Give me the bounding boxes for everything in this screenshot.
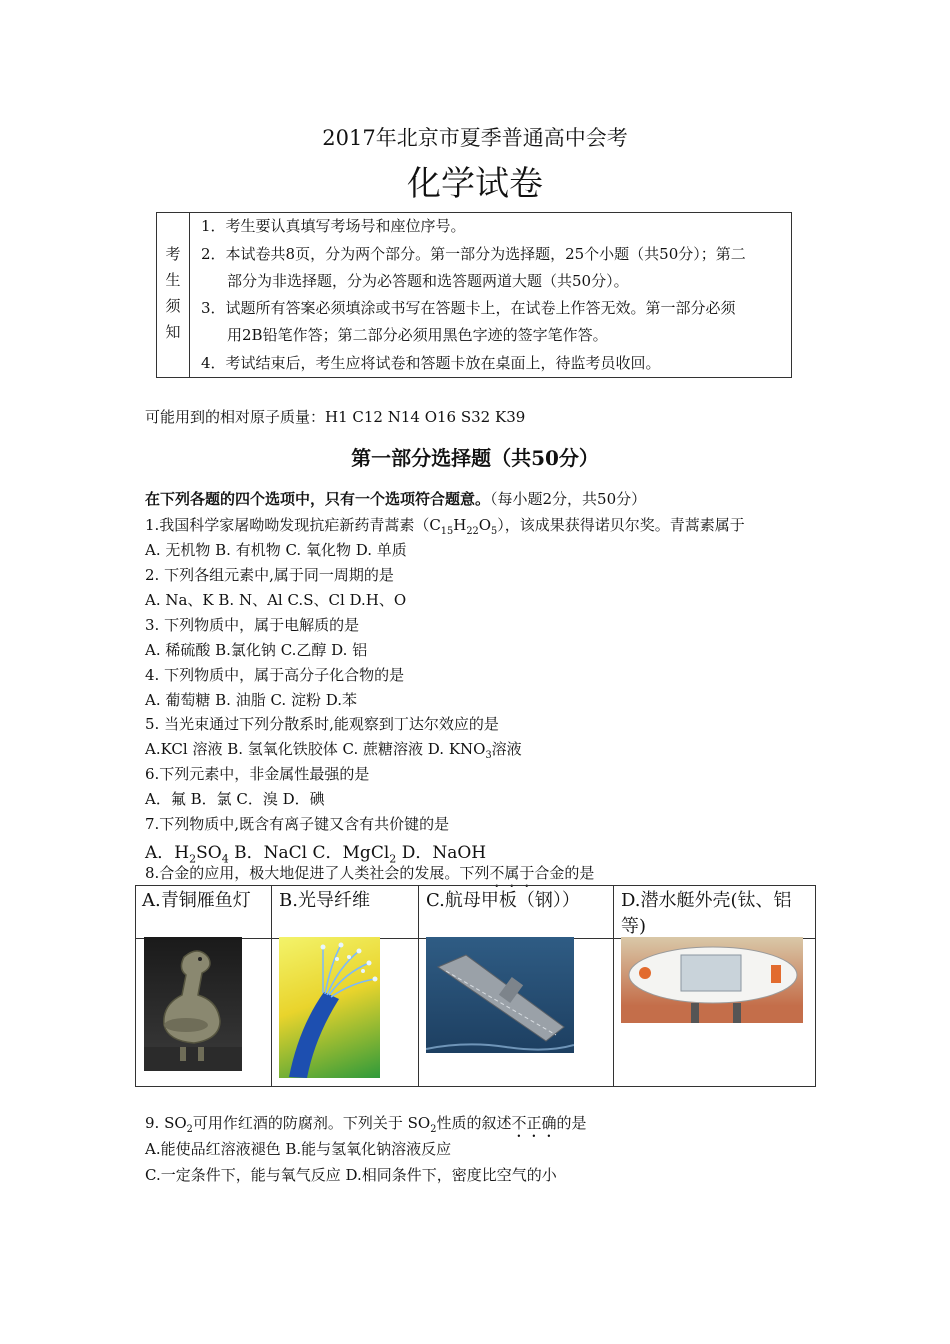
bronze-lamp-drawing [144,937,242,1071]
atomic-masses: 可能用到的相对原子质量：H1 C12 N14 O16 S32 K39 [145,408,526,426]
question-8-table [135,885,816,1087]
submarine-drawing [621,937,803,1023]
aircraft-carrier-image [426,937,574,1053]
notice-box [156,212,792,378]
notice-item-4: 4．考试结束后，考生应将试卷和答题卡放在桌面上，待监考员收回。 [201,354,661,372]
q9-sub1: 2 [186,1124,193,1135]
q7-a-sub1: 2 [189,852,197,866]
q1-h: H [453,516,467,534]
q8-option-a-label: A.青铜雁鱼灯 [142,890,251,911]
q9-stem-b: 可用作红酒的防腐剂。下列关于 SO [192,1114,431,1132]
question-1-options: A. 无机物 B. 有机物 C. 氧化物 D. 单质 [145,541,407,559]
exam-title: 2017年北京市夏季普通高中会考 [322,126,628,150]
question-6-options: A．氟 B．氯 C．溴 D．碘 [145,790,325,808]
q9-sub2: 2 [430,1124,437,1135]
subject-title: 化学试卷 [407,164,543,204]
instruction-bold: 在下列各题的四个选项中，只有一个选项符合题意。 [145,490,491,508]
optical-fiber-drawing [279,937,380,1078]
question-9-options-2: C.一定条件下，能与氧气反应 D.相同条件下，密度比空气的小 [145,1166,557,1184]
q5-options-b: 溶液 [491,740,522,758]
aircraft-carrier-drawing [426,937,574,1053]
q7-a: A．H [145,843,190,863]
submarine-image [621,937,803,1023]
q1-sub-h: 22 [466,526,479,537]
q7-b: B．NaCl C．MgCl [228,843,390,863]
q1-sub-o: 5 [491,526,498,537]
question-5-options [145,738,522,761]
notice-item-2: 2．本试卷共8页，分为两个部分。第一部分为选择题，25个小题（共50分）；第二 [201,245,746,263]
question-7-stem: 7.下列物质中,既含有离子键又含有共价键的是 [145,815,450,833]
notice-label-char: 知 [165,323,181,341]
q8-stem-b: 合金的是 [534,864,595,882]
q1-stem-a: 1.我国科学家屠呦呦发现抗疟新药青蒿素（C [145,516,441,534]
section-instruction [145,488,646,509]
q7-a2: SO [196,843,222,863]
question-4-options: A. 葡萄糖 B. 油脂 C. 淀粉 D.苯 [145,691,357,709]
notice-label-text [157,241,189,345]
q5-options-a: A.KCl 溶液 B. 氢氧化铁胶体 C. 蔗糖溶液 D. KNO [145,740,486,758]
table-divider [271,886,272,1086]
q9-stem-d: 的是 [556,1114,587,1132]
q8-option-d-label: D.潜水艇外壳(钛、铝等) [621,890,792,937]
q8-option-c-label: C.航母甲板（钢）） [426,890,580,911]
question-9-options-1: A.能使品红溶液褪色 B.能与氢氧化钠溶液反应 [145,1140,452,1158]
instruction-rest: （每小题2分，共50分） [490,490,647,508]
q1-o: O [478,516,492,534]
q1-stem-b: ），该成果获得诺贝尔奖。青蒿素属于 [497,516,745,534]
question-3-options: A. 稀硫酸 B.氯化钠 C.乙醇 D. 铝 [145,641,368,659]
notice-label-char: 须 [165,297,181,315]
q8-option-b-label: B.光导纤维 [279,890,370,911]
q1-sub-c: 15 [440,526,454,537]
optical-fiber-image [279,937,380,1078]
q5-sub: 3 [485,750,492,761]
q9-stem-a: 9. SO [145,1114,187,1132]
notice-item-1: 1．考生要认真填写考场号和座位序号。 [201,217,466,235]
question-9-stem [145,1112,586,1141]
question-2-stem: 2. 下列各组元素中,属于同一周期的是 [145,566,394,584]
notice-item-2-cont: 部分为非选择题，分为必答题和选答题两道大题（共50分）。 [227,272,629,290]
table-divider [613,886,614,1086]
question-4-stem: 4. 下列物质中，属于高分子化合物的是 [145,666,405,684]
question-1-stem [145,514,745,537]
q8-stem-emphasis: 不属于 [489,864,535,882]
question-5-stem: 5. 当光束通过下列分散系时,能观察到丁达尔效应的是 [145,715,499,733]
q8-stem-a: 8.合金的应用，极大地促进了人类社会的发展。下列 [145,864,490,882]
notice-label-char: 考 [165,245,181,263]
q7-c-sub: 2 [389,852,397,866]
notice-item-3-cont: 用2B铅笔作答；第二部分必须用黑色字迹的签字笔作答。 [227,326,608,344]
q7-d: D．NaOH [396,843,487,863]
question-6-stem: 6.下列元素中，非金属性最强的是 [145,765,370,783]
notice-label-char: 生 [165,271,181,289]
bronze-lamp-image [144,937,242,1071]
q9-stem-c: 性质的叙述 [436,1114,512,1132]
notice-item-3: 3．试题所有答案必须填涂或书写在答题卡上，在试卷上作答无效。第一部分必须 [201,299,736,317]
question-3-stem: 3. 下列物质中，属于电解质的是 [145,616,360,634]
q9-stem-emphasis: 不正确 [511,1114,557,1132]
q7-a-sub2: 4 [221,852,229,866]
notice-label [157,213,190,377]
table-divider [418,886,419,1086]
section-title: 第一部分选择题（共50分） [351,446,599,470]
question-2-options: A. Na、K B. N、Al C.S、Cl D.H、O [145,591,407,609]
